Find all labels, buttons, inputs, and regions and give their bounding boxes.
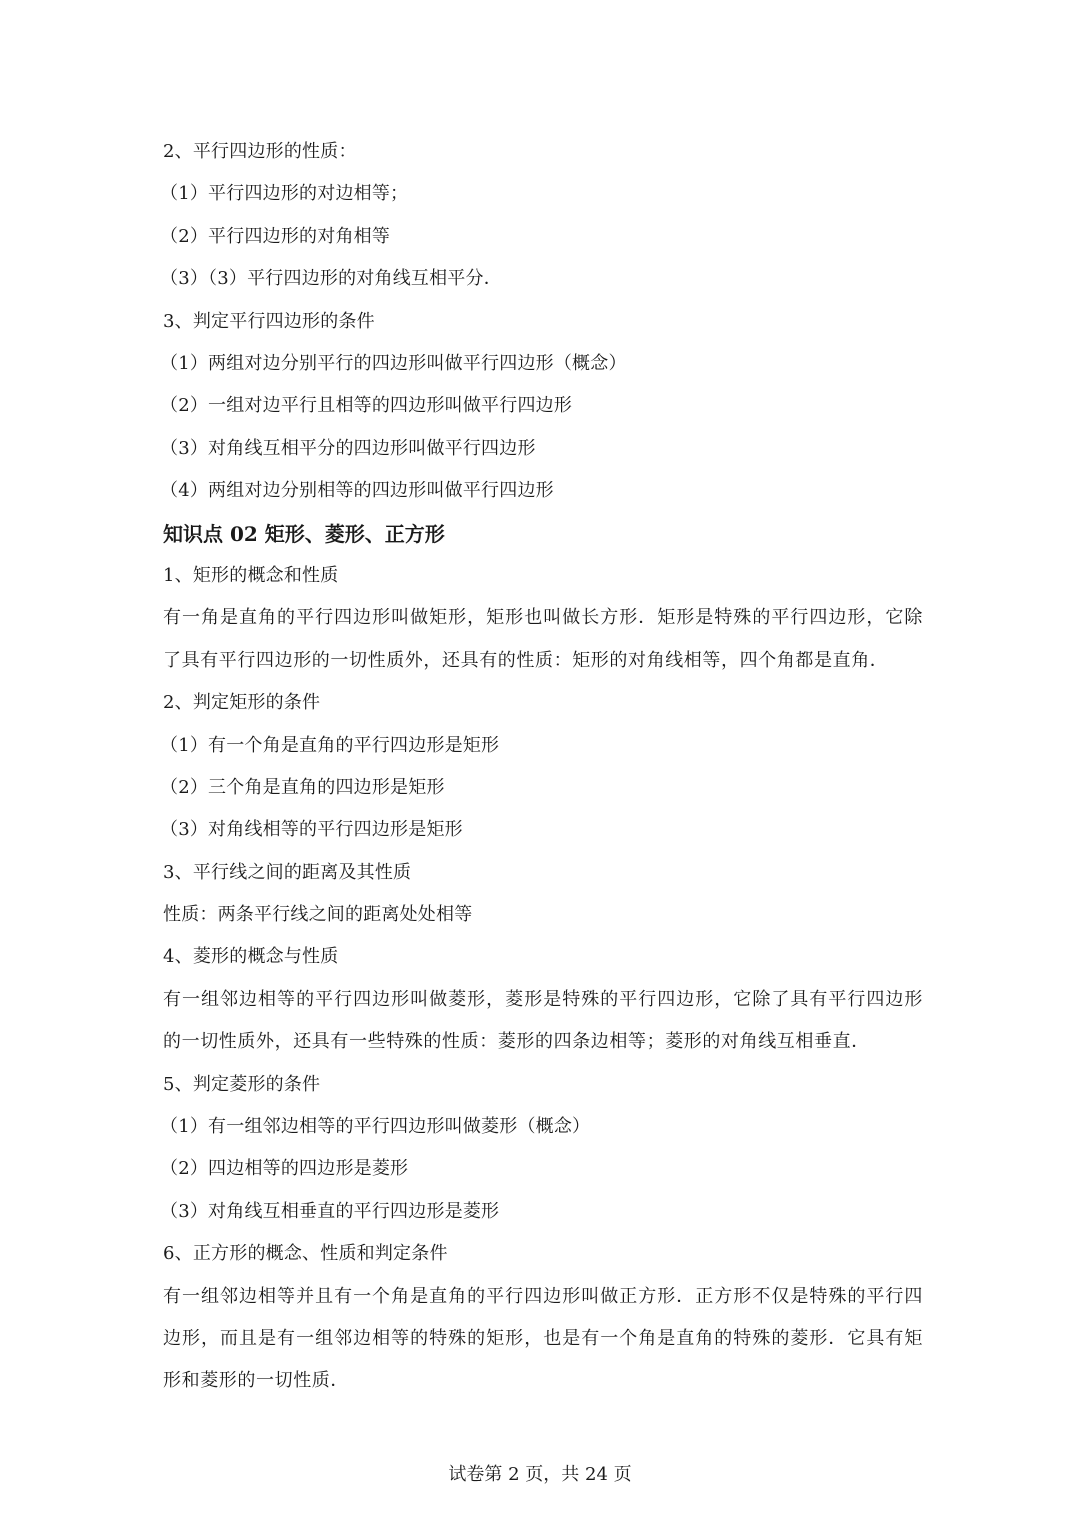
list-item: （1）平行四边形的对边相等； <box>160 183 409 205</box>
list-item: （1）有一个角是直角的平行四边形是矩形 <box>160 734 500 756</box>
list-item: （4）两组对边分别相等的四边形叫做平行四边形 <box>160 480 554 502</box>
paragraph: 有一角是直角的平行四边形叫做矩形，矩形也叫做长方形．矩形是特殊的平行四边形，它除了具有平行四边形的一切性质外，还具有的性质：矩形的对角线相等，四个角都是直角． <box>163 607 923 671</box>
section-title: 4、菱形的概念与性质 <box>163 946 339 968</box>
paragraph: 有一组邻边相等并且有一个角是直角的平行四边形叫做正方形．正方形不仅是特殊的平行四边形，而且是有一组邻边相等的特殊的矩形，也是有一个角是直角的特殊的菱形．它具有矩形和菱形的一切性质． <box>163 1285 923 1392</box>
property-text: 性质：两条平行线之间的距离处处相等 <box>163 904 473 926</box>
list-item: （1）两组对边分别平行的四边形叫做平行四边形（概念） <box>160 352 627 374</box>
list-item: （1）有一组邻边相等的平行四边形叫做菱形（概念） <box>160 1116 591 1138</box>
knowledge-point-heading: 知识点 02 矩形、菱形、正方形 <box>163 521 445 546</box>
page-footer: 试卷第 2 页，共 24 页 <box>448 1464 632 1485</box>
section-title: 3、平行线之间的距离及其性质 <box>163 861 412 883</box>
section-title: 2、平行四边形的性质： <box>163 141 357 162</box>
section-title: 1、矩形的概念和性质 <box>163 564 339 586</box>
list-item: （2）三个角是直角的四边形是矩形 <box>160 776 445 798</box>
list-item: （2）一组对边平行且相等的四边形叫做平行四边形 <box>160 395 573 417</box>
section-title: 6、正方形的概念、性质和判定条件 <box>163 1243 448 1265</box>
list-item: （2）平行四边形的对角相等 <box>160 225 391 247</box>
list-item: （3）对角线互相垂直的平行四边形是菱形 <box>160 1200 500 1222</box>
list-item: （3）（3）平行四边形的对角线互相平分． <box>160 268 502 290</box>
paragraph: 有一组邻边相等的平行四边形叫做菱形，菱形是特殊的平行四边形，它除了具有平行四边形的一切性质外，还具有一些特殊的性质：菱形的四条边相等；菱形的对角线互相垂直． <box>163 988 923 1053</box>
list-item: （3）对角线相等的平行四边形是矩形 <box>160 819 463 841</box>
list-item: （3）对角线互相平分的四边形叫做平行四边形 <box>160 437 536 459</box>
section-title: 2、判定矩形的条件 <box>163 692 321 714</box>
section-title: 3、判定平行四边形的条件 <box>163 310 375 332</box>
document-body <box>160 131 923 1403</box>
section-title: 5、判定菱形的条件 <box>163 1073 321 1095</box>
list-item: （2）四边相等的四边形是菱形 <box>160 1158 409 1180</box>
